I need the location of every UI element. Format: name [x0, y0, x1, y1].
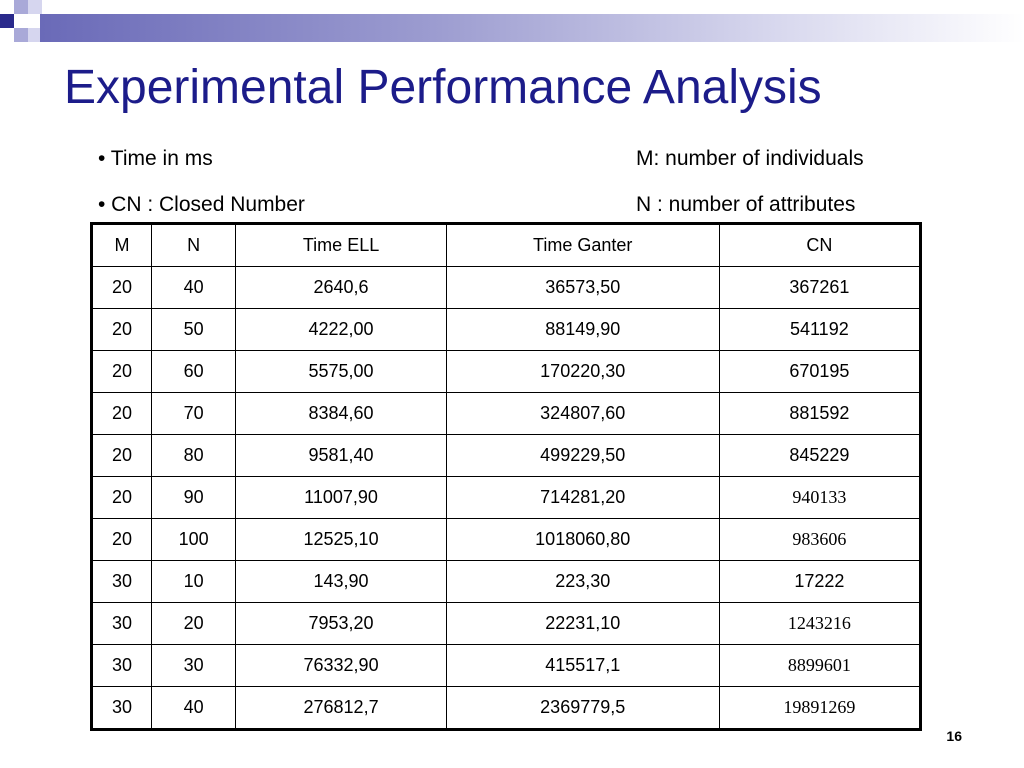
page-number: 16 [946, 728, 962, 744]
table-row [92, 393, 921, 435]
cell-n: 40 [151, 687, 235, 730]
cell-n: 70 [151, 393, 235, 435]
cell-m: 30 [92, 603, 152, 645]
cell-time-ell: 76332,90 [236, 645, 446, 687]
cell-cn: 983606 [719, 519, 920, 561]
table-row [92, 645, 921, 687]
cell-cn: 845229 [719, 435, 920, 477]
decor-square [0, 14, 14, 28]
table-row [92, 477, 921, 519]
cell-m: 20 [92, 519, 152, 561]
header-cn: CN [719, 224, 920, 267]
cell-n: 40 [151, 267, 235, 309]
cell-time-ganter: 22231,10 [446, 603, 719, 645]
cell-m: 20 [92, 267, 152, 309]
cell-cn: 881592 [719, 393, 920, 435]
cell-time-ganter: 2369779,5 [446, 687, 719, 730]
cell-time-ell: 2640,6 [236, 267, 446, 309]
cell-cn: 541192 [719, 309, 920, 351]
cell-time-ell: 276812,7 [236, 687, 446, 730]
cell-cn: 670195 [719, 351, 920, 393]
cell-time-ganter: 1018060,80 [446, 519, 719, 561]
cell-cn: 19891269 [719, 687, 920, 730]
cell-time-ganter: 714281,20 [446, 477, 719, 519]
cell-time-ell: 5575,00 [236, 351, 446, 393]
table-row [92, 603, 921, 645]
cell-time-ell: 4222,00 [236, 309, 446, 351]
table-row [92, 309, 921, 351]
table-header-row [92, 224, 921, 267]
results-table [90, 222, 922, 731]
bullet-cn: • CN : Closed Number [98, 193, 305, 216]
cell-time-ganter: 499229,50 [446, 435, 719, 477]
cell-n: 20 [151, 603, 235, 645]
cell-time-ganter: 415517,1 [446, 645, 719, 687]
cell-time-ell: 12525,10 [236, 519, 446, 561]
header-m: M [92, 224, 152, 267]
cell-time-ganter: 170220,30 [446, 351, 719, 393]
header-bar [40, 14, 1024, 42]
table-row [92, 519, 921, 561]
table-row [92, 435, 921, 477]
table-row [92, 561, 921, 603]
header-n: N [151, 224, 235, 267]
cell-n: 90 [151, 477, 235, 519]
cell-time-ganter: 324807,60 [446, 393, 719, 435]
cell-cn: 940133 [719, 477, 920, 519]
cell-time-ell: 8384,60 [236, 393, 446, 435]
cell-m: 20 [92, 477, 152, 519]
cell-time-ell: 143,90 [236, 561, 446, 603]
cell-m: 20 [92, 351, 152, 393]
decor-square [28, 0, 42, 14]
decor-square [14, 28, 28, 42]
table-row [92, 687, 921, 730]
cell-cn: 367261 [719, 267, 920, 309]
cell-n: 100 [151, 519, 235, 561]
table-row [92, 351, 921, 393]
cell-n: 60 [151, 351, 235, 393]
cell-m: 30 [92, 687, 152, 730]
cell-time-ganter: 88149,90 [446, 309, 719, 351]
cell-n: 30 [151, 645, 235, 687]
cell-time-ganter: 36573,50 [446, 267, 719, 309]
cell-n: 10 [151, 561, 235, 603]
legend-n: N : number of attributes [636, 193, 856, 216]
cell-m: 20 [92, 393, 152, 435]
header-time-ganter: Time Ganter [446, 224, 719, 267]
bullet-time: • Time in ms [98, 147, 213, 170]
cell-n: 80 [151, 435, 235, 477]
cell-m: 20 [92, 435, 152, 477]
cell-time-ell: 11007,90 [236, 477, 446, 519]
cell-n: 50 [151, 309, 235, 351]
cell-m: 30 [92, 561, 152, 603]
slide-title: Experimental Performance Analysis [64, 61, 822, 114]
legend-m: M: number of individuals [636, 147, 864, 170]
cell-time-ell: 7953,20 [236, 603, 446, 645]
cell-time-ganter: 223,30 [446, 561, 719, 603]
table-row [92, 267, 921, 309]
cell-cn: 1243216 [719, 603, 920, 645]
cell-cn: 17222 [719, 561, 920, 603]
decor-square [14, 0, 28, 14]
header-time-ell: Time ELL [236, 224, 446, 267]
cell-time-ell: 9581,40 [236, 435, 446, 477]
cell-m: 20 [92, 309, 152, 351]
cell-cn: 8899601 [719, 645, 920, 687]
cell-m: 30 [92, 645, 152, 687]
